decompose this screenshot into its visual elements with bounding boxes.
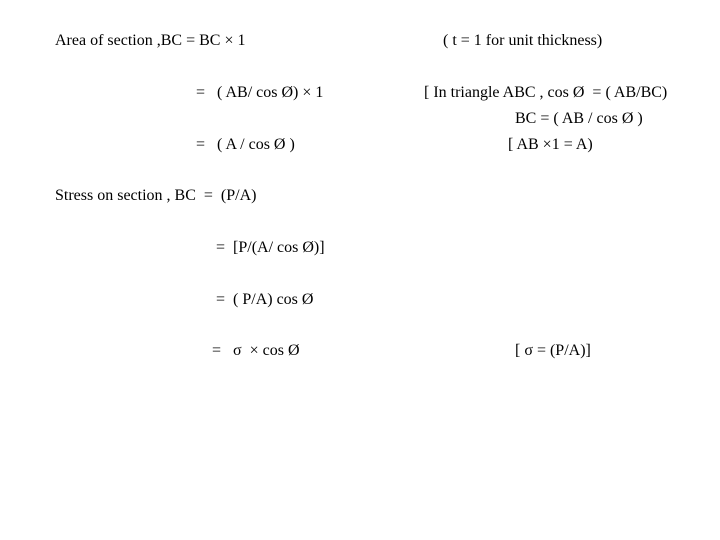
- ab-note: [ AB ×1 = A): [508, 136, 593, 153]
- area-step-2: = ( A / cos Ø ): [196, 136, 295, 153]
- stress-definition: Stress on section , BC = (P/A): [55, 187, 257, 204]
- area-definition: Area of section ,BC = BC × 1: [55, 32, 246, 49]
- unit-thickness-note: ( t = 1 for unit thickness): [443, 32, 603, 49]
- area-step-1: = ( AB/ cos Ø) × 1: [196, 84, 324, 101]
- stress-step-2: = ( P/A) cos Ø: [216, 291, 314, 308]
- sigma-note: [ σ = (P/A)]: [515, 342, 591, 359]
- bc-note: BC = ( AB / cos Ø ): [515, 110, 643, 127]
- stress-step-1: = [P/(A/ cos Ø)]: [216, 239, 325, 256]
- triangle-note: [ In triangle ABC , cos Ø = ( AB/BC): [424, 84, 668, 101]
- stress-step-3: = σ × cos Ø: [212, 342, 300, 359]
